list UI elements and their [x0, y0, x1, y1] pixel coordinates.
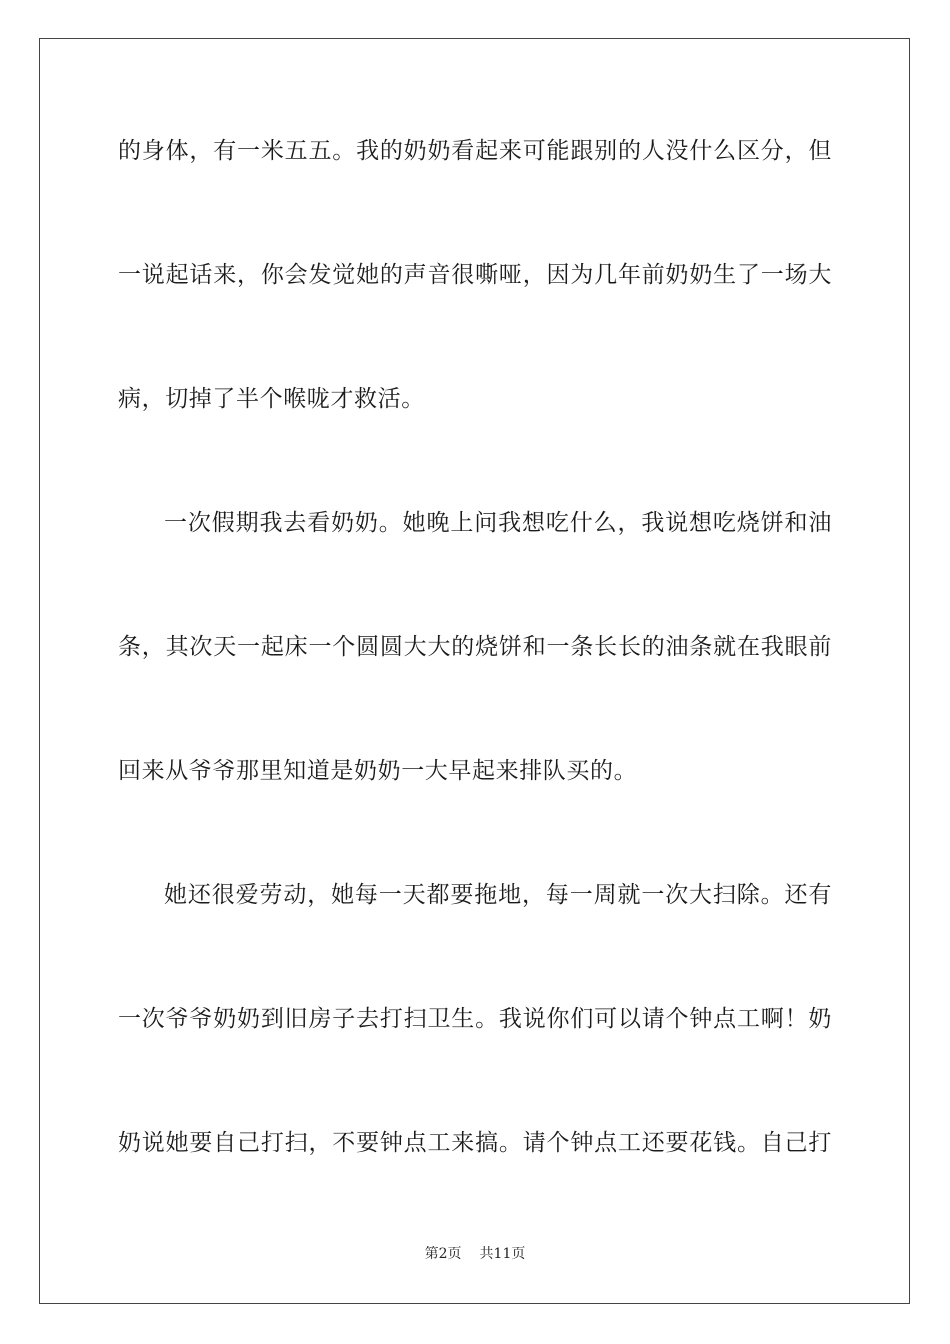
- page-footer: [0, 1244, 950, 1264]
- total-pages: 共11页: [479, 1246, 526, 1262]
- text-line: 病，切掉了半个喉咙才救活。: [118, 386, 425, 412]
- page-border: [39, 38, 910, 1304]
- current-page-number: 第2页: [424, 1246, 462, 1262]
- text-line: 回来从爷爷那里知道是奶奶一大早起来排队买的。: [118, 758, 638, 784]
- text-line: 一说起话来，你会发觉她的声音很嘶哑，因为几年前奶奶生了一场大: [118, 262, 832, 288]
- text-line: 奶说她要自己打扫，不要钟点工来搞。请个钟点工还要花钱。自己打: [118, 1130, 832, 1156]
- paragraph-first-line: 她还很爱劳动，她每一天都要拖地，每一周就一次大扫除。还有: [164, 882, 832, 908]
- text-line: 一次爷爷奶奶到旧房子去打扫卫生。我说你们可以请个钟点工啊！奶: [118, 1006, 832, 1032]
- paragraph-first-line: 一次假期我去看奶奶。她晚上问我想吃什么，我说想吃烧饼和油: [164, 510, 832, 536]
- text-line: 条，其次天一起床一个圆圆大大的烧饼和一条长长的油条就在我眼前: [118, 634, 832, 660]
- text-line: 的身体，有一米五五。我的奶奶看起来可能跟别的人没什么区分，但: [118, 138, 832, 164]
